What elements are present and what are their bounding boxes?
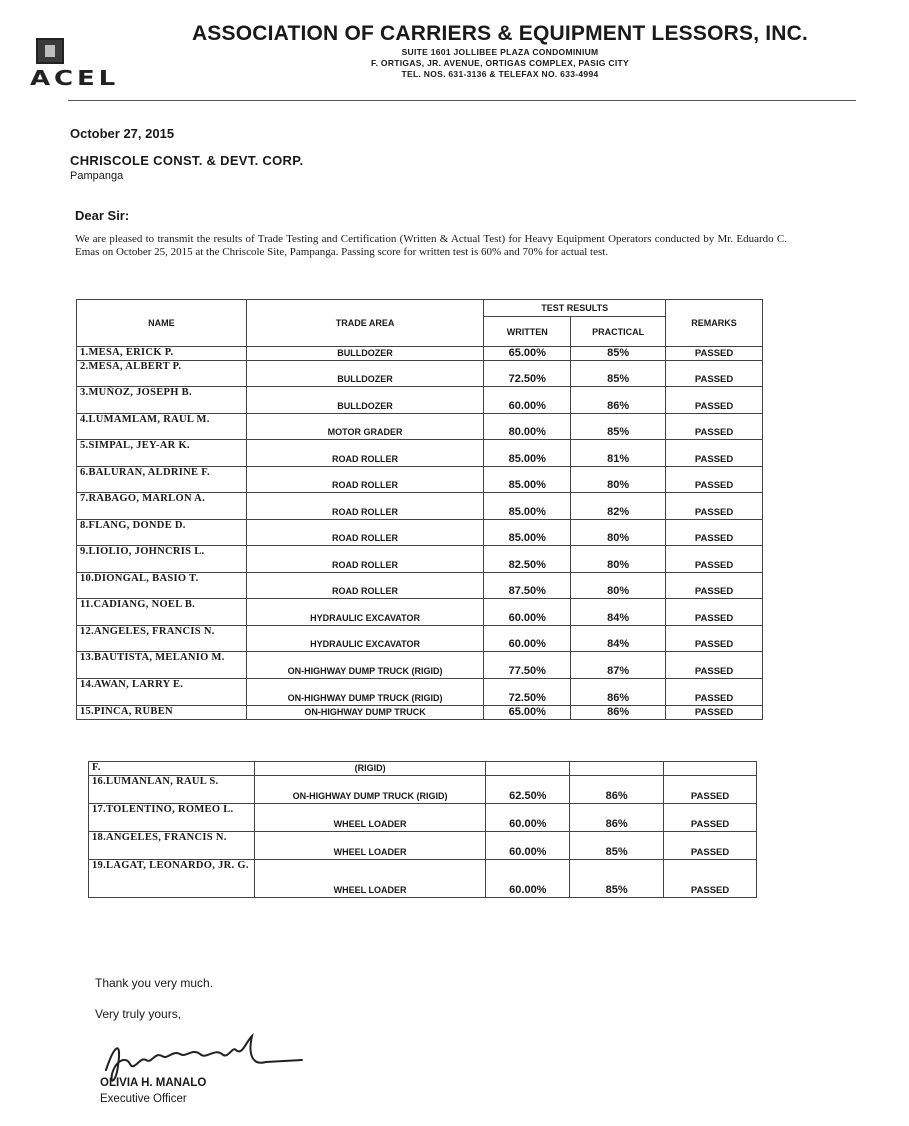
letter-date: October 27, 2015 bbox=[70, 126, 175, 141]
cell-practical: 86% bbox=[571, 679, 666, 706]
cell-name: 18.ANGELES, FRANCIS N. bbox=[89, 832, 255, 860]
table-row bbox=[77, 626, 763, 652]
cell-remarks: PASSED bbox=[666, 347, 763, 361]
table-row bbox=[77, 361, 763, 387]
cell-remarks: PASSED bbox=[666, 414, 763, 440]
cell-trade: ROAD ROLLER bbox=[246, 520, 484, 546]
cell-remarks: PASSED bbox=[666, 467, 763, 493]
table-row bbox=[89, 832, 757, 860]
organization-name: ASSOCIATION OF CARRIERS & EQUIPMENT LESSORS, INC. bbox=[191, 22, 809, 45]
cell-practical: 85% bbox=[570, 860, 664, 898]
cell-practical: 86% bbox=[570, 776, 664, 804]
table-row bbox=[89, 762, 757, 776]
letterhead-divider bbox=[68, 100, 856, 101]
cell-name: 5.SIMPAL, JEY-AR K. bbox=[77, 440, 247, 467]
letter-body: We are pleased to transmit the results of Trade Testing and Certification (Written & Actual Test) for Heavy Equipment Operators conducted by Mr. Eduardo C. Emas on October 25, 2015 at the Chriscole Site, Pampanga. Passing score for written test is 60% and 70% for actual test. bbox=[75, 233, 787, 258]
cell-written: 87.50% bbox=[484, 573, 571, 599]
cell-practical: 86% bbox=[570, 804, 664, 832]
cell-written: 72.50% bbox=[484, 361, 571, 387]
cell-written: 85.00% bbox=[484, 467, 571, 493]
cell-remarks: PASSED bbox=[664, 804, 757, 832]
cell-written: 72.50% bbox=[484, 679, 571, 706]
salutation: Dear Sir: bbox=[75, 208, 130, 223]
cell-trade: HYDRAULIC EXCAVATOR bbox=[246, 626, 484, 652]
cell-trade: ROAD ROLLER bbox=[246, 467, 484, 493]
cell-trade: BULLDOZER bbox=[246, 387, 484, 414]
table-row bbox=[89, 776, 757, 804]
table-row bbox=[77, 440, 763, 467]
cell-written: 60.00% bbox=[484, 387, 571, 414]
cell-name: 12.ANGELES, FRANCIS N. bbox=[77, 626, 247, 652]
table-row bbox=[77, 467, 763, 493]
header-written: WRITTEN bbox=[484, 317, 571, 347]
cell-remarks: PASSED bbox=[666, 626, 763, 652]
cell-practical: 84% bbox=[571, 599, 666, 626]
cell-remarks bbox=[664, 762, 757, 776]
cell-remarks: PASSED bbox=[666, 493, 763, 520]
closing-thanks: Thank you very much. bbox=[95, 976, 214, 990]
cell-trade: ON-HIGHWAY DUMP TRUCK (RIGID) bbox=[246, 679, 484, 706]
cell-written: 60.00% bbox=[484, 626, 571, 652]
cell-written: 60.00% bbox=[486, 804, 570, 832]
signer-title: Executive Officer bbox=[100, 1093, 187, 1105]
cell-practical: 86% bbox=[571, 387, 666, 414]
acel-logo bbox=[30, 38, 140, 88]
recipient-place: Pampanga bbox=[70, 170, 124, 182]
cell-trade: BULLDOZER bbox=[246, 361, 484, 387]
cell-trade: WHEEL LOADER bbox=[254, 832, 486, 860]
recipient-name: CHRISCOLE CONST. & DEVT. CORP. bbox=[70, 153, 304, 168]
table-row bbox=[77, 546, 763, 573]
address-line-3: TEL. NOS. 631-3136 & TELEFAX NO. 633-4994 bbox=[401, 69, 599, 79]
cell-practical: 80% bbox=[571, 520, 666, 546]
table-row bbox=[77, 679, 763, 706]
logo-wordmark: ACEL bbox=[30, 66, 120, 90]
cell-remarks: PASSED bbox=[664, 776, 757, 804]
table-row bbox=[89, 804, 757, 832]
results-table-continued bbox=[88, 761, 757, 898]
cell-trade: HYDRAULIC EXCAVATOR bbox=[246, 599, 484, 626]
cell-written bbox=[486, 762, 570, 776]
cell-name: 9.LIOLIO, JOHNCRIS L. bbox=[77, 546, 247, 573]
cell-written: 65.00% bbox=[484, 706, 571, 720]
cell-practical bbox=[570, 762, 664, 776]
cell-name: 1.MESA, ERICK P. bbox=[77, 347, 247, 361]
table-row bbox=[77, 414, 763, 440]
cell-remarks: PASSED bbox=[666, 599, 763, 626]
cell-practical: 80% bbox=[571, 573, 666, 599]
cell-written: 60.00% bbox=[484, 599, 571, 626]
cell-practical: 80% bbox=[571, 546, 666, 573]
cell-remarks: PASSED bbox=[666, 679, 763, 706]
cell-trade: ON-HIGHWAY DUMP TRUCK bbox=[246, 706, 484, 720]
header-test-results: TEST RESULTS bbox=[484, 300, 666, 317]
cell-written: 60.00% bbox=[486, 860, 570, 898]
cell-trade: (RIGID) bbox=[254, 762, 486, 776]
table-row bbox=[77, 387, 763, 414]
cell-practical: 85% bbox=[571, 361, 666, 387]
cell-name: 8.FLANG, DONDE D. bbox=[77, 520, 247, 546]
cell-written: 85.00% bbox=[484, 440, 571, 467]
table-row bbox=[77, 706, 763, 720]
table-row bbox=[77, 599, 763, 626]
cell-trade: ROAD ROLLER bbox=[246, 573, 484, 599]
address-line-1: SUITE 1601 JOLLIBEE PLAZA CONDOMINIUM bbox=[401, 47, 599, 57]
cell-name: 19.LAGAT, LEONARDO, JR. G. bbox=[89, 860, 255, 898]
cell-name: 15.PINCA, RUBEN bbox=[77, 706, 247, 720]
cell-written: 82.50% bbox=[484, 546, 571, 573]
cell-remarks: PASSED bbox=[666, 387, 763, 414]
header-name: NAME bbox=[77, 300, 247, 347]
cell-practical: 87% bbox=[571, 652, 666, 679]
cell-practical: 81% bbox=[571, 440, 666, 467]
cell-name: 14.AWAN, LARRY E. bbox=[77, 679, 247, 706]
table-row bbox=[77, 652, 763, 679]
cell-remarks: PASSED bbox=[664, 860, 757, 898]
cell-trade: ROAD ROLLER bbox=[246, 546, 484, 573]
table-row bbox=[89, 860, 757, 898]
cell-written: 80.00% bbox=[484, 414, 571, 440]
cell-practical: 85% bbox=[570, 832, 664, 860]
cell-trade: WHEEL LOADER bbox=[254, 860, 486, 898]
cell-name: 17.TOLENTINO, ROMEO L. bbox=[89, 804, 255, 832]
signer-name: OLIVIA H. MANALO bbox=[100, 1077, 207, 1089]
cell-remarks: PASSED bbox=[666, 546, 763, 573]
address-line-2: F. ORTIGAS, JR. AVENUE, ORTIGAS COMPLEX, PASIG CITY bbox=[371, 58, 629, 68]
header-practical: PRACTICAL bbox=[571, 317, 666, 347]
cell-remarks: PASSED bbox=[666, 361, 763, 387]
cell-name: 4.LUMAMLAM, RAUL M. bbox=[77, 414, 247, 440]
cell-trade: MOTOR GRADER bbox=[246, 414, 484, 440]
cell-name: 7.RABAGO, MARLON A. bbox=[77, 493, 247, 520]
cell-practical: 85% bbox=[571, 414, 666, 440]
cell-written: 62.50% bbox=[486, 776, 570, 804]
cell-remarks: PASSED bbox=[666, 706, 763, 720]
cell-practical: 80% bbox=[571, 467, 666, 493]
cell-name: 13.BAUTISTA, MELANIO M. bbox=[77, 652, 247, 679]
cell-remarks: PASSED bbox=[666, 573, 763, 599]
header-trade-area: TRADE AREA bbox=[246, 300, 484, 347]
cell-practical: 85% bbox=[571, 347, 666, 361]
cell-name: 6.BALURAN, ALDRINE F. bbox=[77, 467, 247, 493]
cell-name: 16.LUMANLAN, RAUL S. bbox=[89, 776, 255, 804]
table-row bbox=[77, 493, 763, 520]
cell-practical: 84% bbox=[571, 626, 666, 652]
cell-remarks: PASSED bbox=[666, 520, 763, 546]
cell-trade: WHEEL LOADER bbox=[254, 804, 486, 832]
cell-name: 2.MESA, ALBERT P. bbox=[77, 361, 247, 387]
header-remarks: REMARKS bbox=[666, 300, 763, 347]
table-row bbox=[77, 347, 763, 361]
cell-trade: ON-HIGHWAY DUMP TRUCK (RIGID) bbox=[246, 652, 484, 679]
table-row bbox=[77, 573, 763, 599]
cell-trade: ROAD ROLLER bbox=[246, 440, 484, 467]
cell-practical: 86% bbox=[571, 706, 666, 720]
closing-yours: Very truly yours, bbox=[95, 1007, 182, 1021]
acel-logo-mark-icon bbox=[36, 38, 64, 64]
cell-name: 3.MUÑOZ, JOSEPH B. bbox=[77, 387, 247, 414]
cell-name: F. bbox=[89, 762, 255, 776]
cell-remarks: PASSED bbox=[666, 652, 763, 679]
cell-remarks: PASSED bbox=[664, 832, 757, 860]
cell-written: 77.50% bbox=[484, 652, 571, 679]
cell-trade: ON-HIGHWAY DUMP TRUCK (RIGID) bbox=[254, 776, 486, 804]
cell-trade: ROAD ROLLER bbox=[246, 493, 484, 520]
results-table bbox=[76, 299, 763, 720]
cell-written: 60.00% bbox=[486, 832, 570, 860]
cell-name: 11.CADIANG, NOEL B. bbox=[77, 599, 247, 626]
table-row bbox=[77, 520, 763, 546]
cell-name: 10.DIONGAL, BASIO T. bbox=[77, 573, 247, 599]
cell-practical: 82% bbox=[571, 493, 666, 520]
cell-remarks: PASSED bbox=[666, 440, 763, 467]
cell-trade: BULLDOZER bbox=[246, 347, 484, 361]
cell-written: 65.00% bbox=[484, 347, 571, 361]
cell-written: 85.00% bbox=[484, 493, 571, 520]
cell-written: 85.00% bbox=[484, 520, 571, 546]
